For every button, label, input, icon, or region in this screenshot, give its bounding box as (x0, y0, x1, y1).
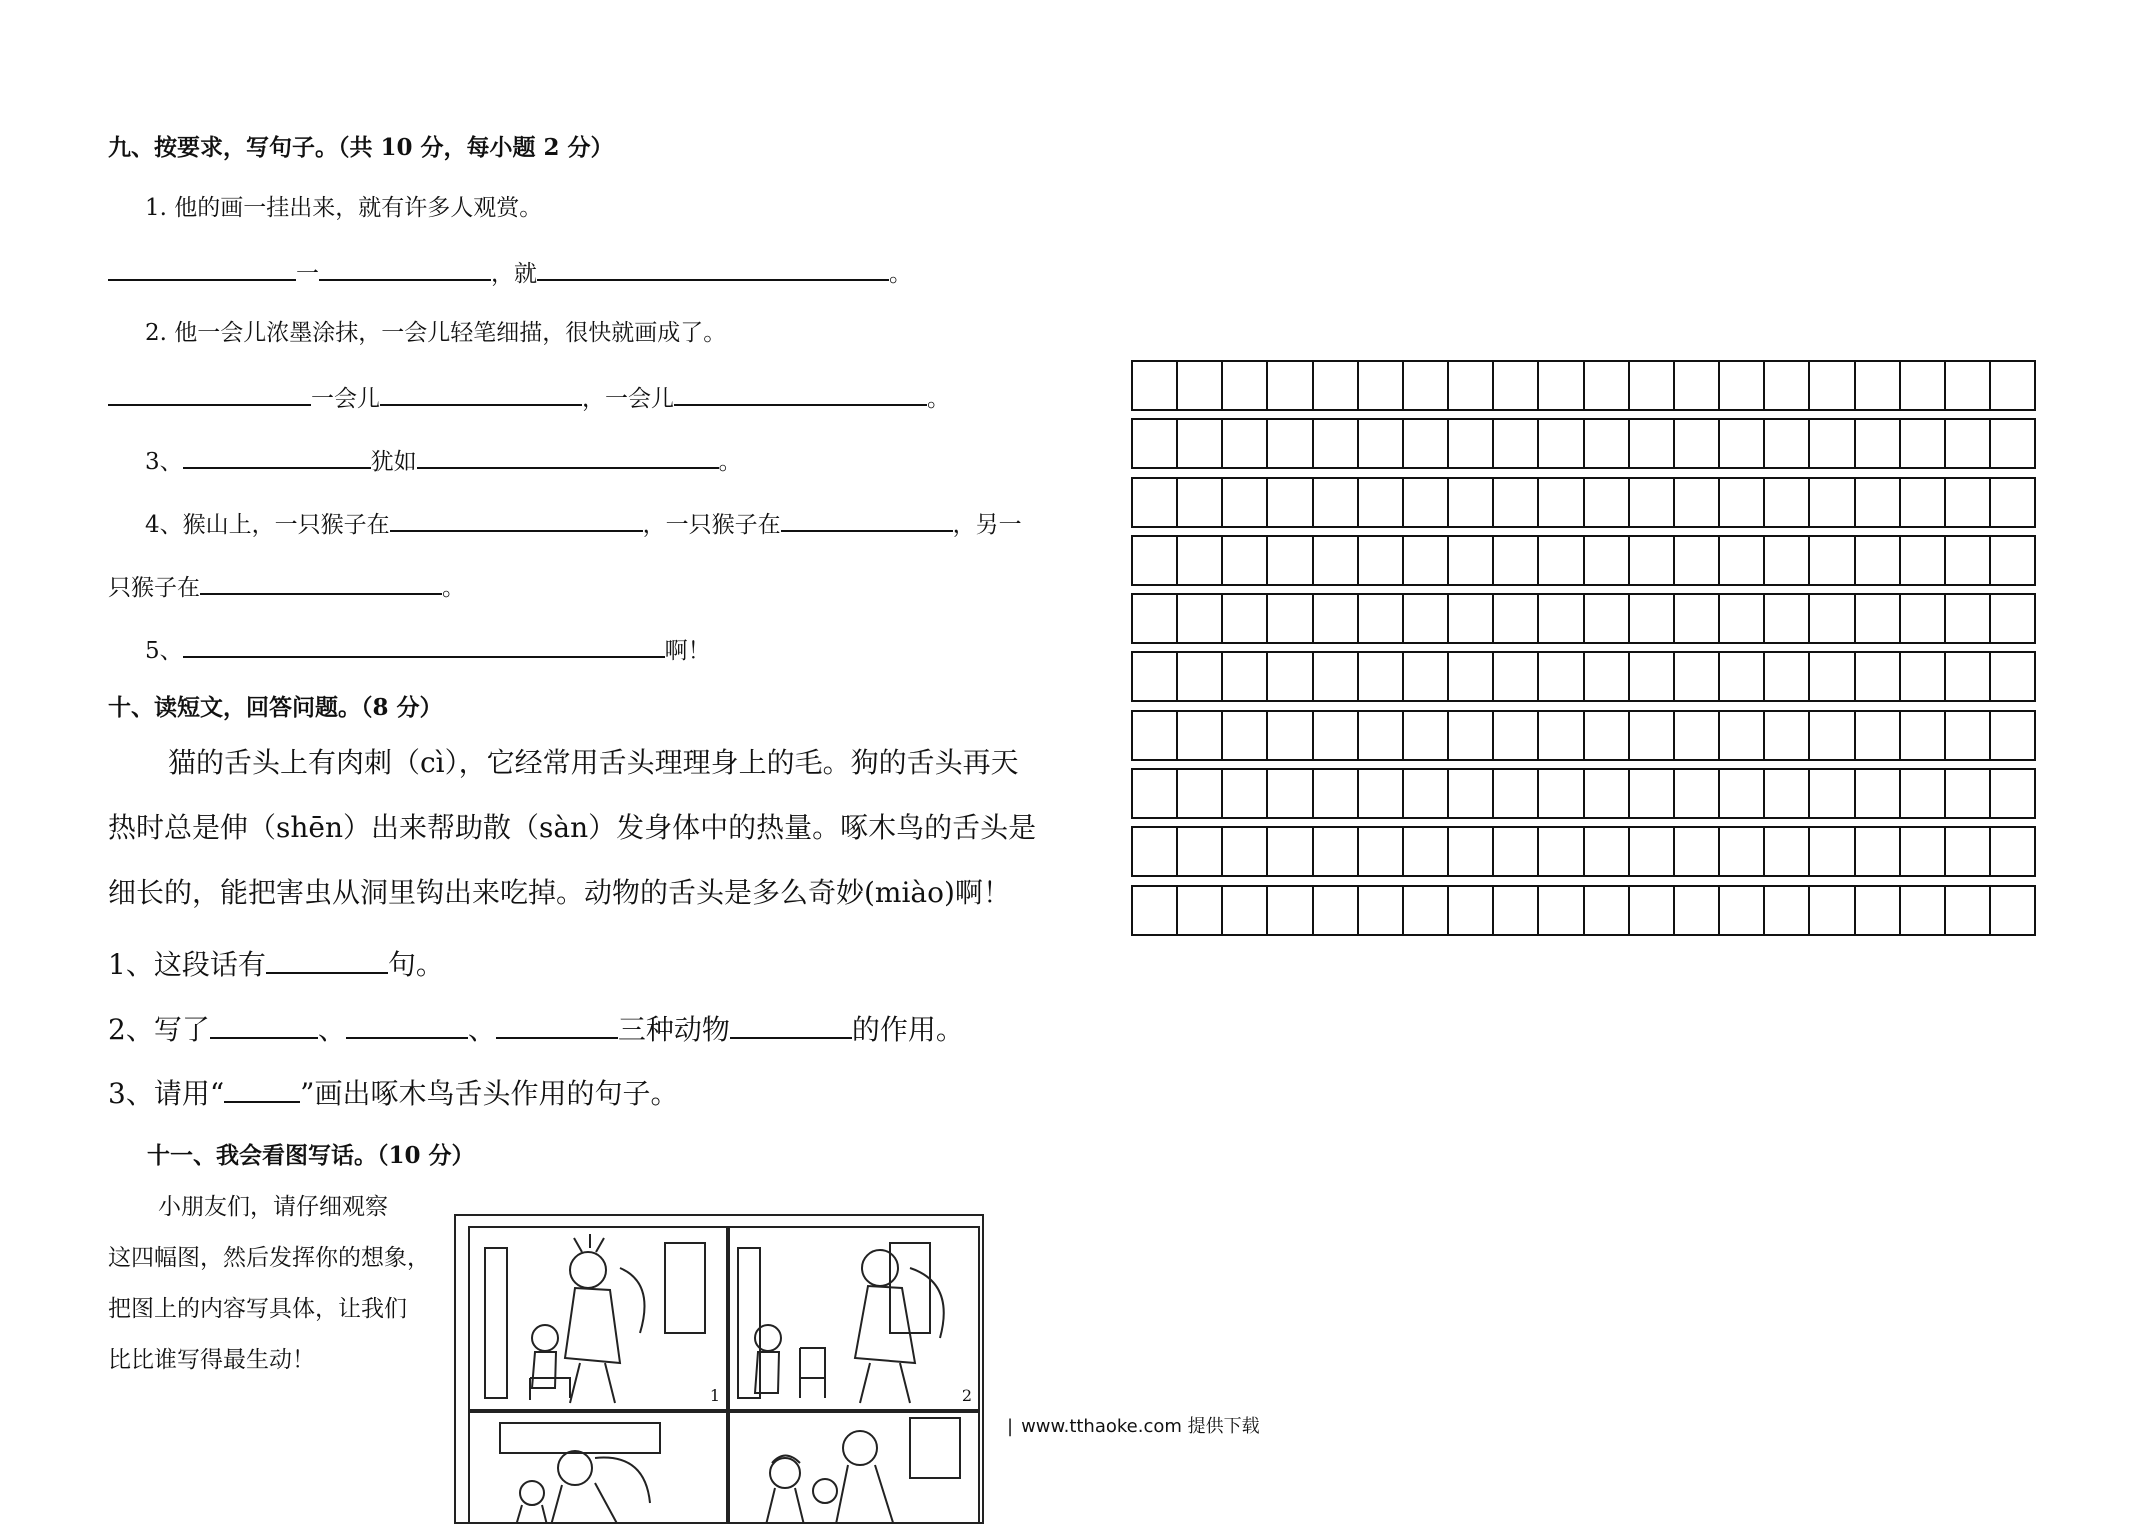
writing-grid-cell[interactable] (1765, 537, 1810, 584)
writing-grid-cell[interactable] (1539, 770, 1584, 817)
writing-grid-cell[interactable] (1720, 770, 1765, 817)
writing-grid-cell[interactable] (1178, 653, 1223, 700)
writing-grid-cell[interactable] (1675, 362, 1720, 409)
writing-grid-cell[interactable] (1991, 420, 2034, 467)
writing-grid-cell[interactable] (1901, 420, 1946, 467)
writing-grid-row (1131, 418, 2036, 469)
writing-grid-cell[interactable] (1268, 712, 1313, 759)
a1-post: 句。 (387, 948, 444, 981)
a3-line (108, 1071, 678, 1112)
panel1-illustration (470, 1228, 726, 1409)
writing-grid-cell[interactable] (1720, 712, 1765, 759)
writing-grid-cell[interactable] (1178, 770, 1223, 817)
writing-grid-cell[interactable] (1901, 653, 1946, 700)
q1-blank-3[interactable] (537, 255, 889, 281)
section9-title: 九、按要求，写句子。（共 10 分，每小题 2 分） (108, 134, 614, 161)
writing-grid-cell[interactable] (1539, 887, 1584, 934)
writing-grid-cell[interactable] (1720, 595, 1765, 642)
q3-end: 。 (718, 449, 742, 475)
writing-grid-cell[interactable] (1946, 712, 1991, 759)
writing-grid-cell[interactable] (1449, 479, 1494, 526)
writing-grid-cell[interactable] (1856, 362, 1901, 409)
q2-end: 。 (927, 386, 950, 412)
writing-grid-cell[interactable] (1314, 653, 1359, 700)
q4-blank-2[interactable] (781, 506, 953, 532)
writing-grid-row (1131, 360, 2036, 411)
writing-grid-cell[interactable] (1991, 828, 2034, 875)
q2-blank-2[interactable] (380, 380, 582, 406)
section11-intro-2: 这四幅图，然后发挥你的想象， (108, 1245, 430, 1271)
footer-divider: | (1007, 1416, 1014, 1437)
q2-yihuier-a: 一会儿 (311, 386, 380, 412)
writing-grid-cell[interactable] (1675, 653, 1720, 700)
writing-grid-cell[interactable] (1991, 479, 2034, 526)
a2-blank-4[interactable] (730, 1007, 852, 1039)
writing-grid-cell[interactable] (1133, 770, 1178, 817)
passage-line-2: 热时总是伸（shēn）出来帮助散（sàn）发身体中的热量。啄木鸟的舌头是 (108, 811, 1037, 844)
writing-grid-cell[interactable] (1991, 595, 2034, 642)
writing-grid-cell[interactable] (1675, 712, 1720, 759)
writing-grid-cell[interactable] (1449, 828, 1494, 875)
writing-grid-cell[interactable] (1585, 712, 1630, 759)
q2-yihuier-b: ，一会儿 (582, 386, 674, 412)
writing-grid-cell[interactable] (1404, 420, 1449, 467)
writing-grid-cell[interactable] (1539, 712, 1584, 759)
q4-text-b: ，一只猴子在 (642, 512, 781, 538)
writing-grid-cell[interactable] (1856, 712, 1901, 759)
writing-grid-cell[interactable] (1359, 420, 1404, 467)
writing-grid-cell[interactable] (1539, 362, 1584, 409)
a2-pre: 2、写了 (108, 1013, 210, 1046)
writing-grid-row (1131, 885, 2036, 936)
writing-grid-cell[interactable] (1178, 420, 1223, 467)
writing-grid-cell[interactable] (1901, 479, 1946, 526)
writing-grid-cell[interactable] (1449, 595, 1494, 642)
writing-grid-cell[interactable] (1314, 537, 1359, 584)
writing-grid-cell[interactable] (1133, 537, 1178, 584)
writing-grid-cell[interactable] (1314, 712, 1359, 759)
writing-grid-cell[interactable] (1449, 887, 1494, 934)
writing-grid-cell[interactable] (1856, 887, 1901, 934)
writing-grid-cell[interactable] (1133, 828, 1178, 875)
writing-grid-cell[interactable] (1133, 712, 1178, 759)
a2-mid: 三种动物 (617, 1013, 730, 1046)
writing-grid-cell[interactable] (1223, 770, 1268, 817)
writing-grid-cell[interactable] (1765, 828, 1810, 875)
writing-grid-cell[interactable] (1314, 420, 1359, 467)
writing-grid-cell[interactable] (1946, 362, 1991, 409)
writing-grid-cell[interactable] (1223, 362, 1268, 409)
writing-grid-cell[interactable] (1404, 887, 1449, 934)
writing-grid-cell[interactable] (1585, 887, 1630, 934)
writing-grid-cell[interactable] (1539, 828, 1584, 875)
writing-grid-cell[interactable] (1133, 362, 1178, 409)
comic-picture (454, 1214, 984, 1524)
writing-grid-cell[interactable] (1585, 362, 1630, 409)
writing-grid-cell[interactable] (1494, 479, 1539, 526)
writing-grid-cell[interactable] (1675, 595, 1720, 642)
writing-grid-cell[interactable] (1675, 770, 1720, 817)
writing-grid-cell[interactable] (1314, 887, 1359, 934)
writing-grid-cell[interactable] (1630, 828, 1675, 875)
writing-grid-cell[interactable] (1449, 712, 1494, 759)
writing-grid-cell[interactable] (1810, 712, 1855, 759)
writing-grid-cell[interactable] (1178, 595, 1223, 642)
writing-grid-cell[interactable] (1223, 828, 1268, 875)
q1-yi: 一 (296, 261, 319, 287)
writing-grid-cell[interactable] (1810, 537, 1855, 584)
writing-grid-cell[interactable] (1810, 595, 1855, 642)
writing-grid-cell[interactable] (1991, 770, 2034, 817)
writing-grid-cell[interactable] (1901, 595, 1946, 642)
panel3-illustration (470, 1413, 726, 1524)
writing-grid-cell[interactable] (1449, 770, 1494, 817)
writing-grid-cell[interactable] (1901, 362, 1946, 409)
writing-grid-cell[interactable] (1765, 653, 1810, 700)
writing-grid-cell[interactable] (1223, 479, 1268, 526)
writing-grid-row (1131, 710, 2036, 761)
writing-grid-cell[interactable] (1494, 362, 1539, 409)
writing-grid-cell[interactable] (1585, 537, 1630, 584)
q4-blank-1[interactable] (390, 506, 643, 532)
writing-grid-row (1131, 826, 2036, 877)
writing-grid-cell[interactable] (1810, 887, 1855, 934)
q4-text-c: ，另一 (952, 512, 1022, 538)
comic-panel-4 (728, 1411, 980, 1524)
writing-grid-cell[interactable] (1810, 479, 1855, 526)
writing-grid-cell[interactable] (1675, 537, 1720, 584)
writing-grid-row (1131, 535, 2036, 586)
q4-end: 。 (442, 575, 465, 601)
writing-grid-cell[interactable] (1991, 537, 2034, 584)
writing-grid-cell[interactable] (1856, 420, 1901, 467)
writing-grid-cell[interactable] (1314, 770, 1359, 817)
a2-line (108, 1007, 964, 1048)
writing-grid-cell[interactable] (1449, 362, 1494, 409)
writing-grid-cell[interactable] (1675, 828, 1720, 875)
writing-grid-cell[interactable] (1765, 362, 1810, 409)
writing-grid-cell[interactable] (1720, 420, 1765, 467)
writing-grid-cell[interactable] (1675, 420, 1720, 467)
section11-intro-1: 小朋友们，请仔细观察 (158, 1194, 388, 1220)
writing-grid-cell[interactable] (1946, 479, 1991, 526)
writing-grid-cell[interactable] (1946, 420, 1991, 467)
writing-grid-cell[interactable] (1404, 362, 1449, 409)
a1-blank[interactable] (266, 942, 388, 974)
writing-grid-cell[interactable] (1630, 479, 1675, 526)
q1-jiu: ，就 (491, 261, 537, 287)
writing-grid-cell[interactable] (1720, 887, 1765, 934)
writing-grid-cell[interactable] (1133, 420, 1178, 467)
writing-grid-cell[interactable] (1314, 595, 1359, 642)
writing-grid-cell[interactable] (1901, 712, 1946, 759)
writing-grid-cell[interactable] (1494, 770, 1539, 817)
writing-grid-cell[interactable] (1539, 653, 1584, 700)
writing-grid-cell[interactable] (1359, 479, 1404, 526)
writing-grid-cell[interactable] (1810, 770, 1855, 817)
writing-grid-cell[interactable] (1946, 770, 1991, 817)
writing-grid-cell[interactable] (1494, 887, 1539, 934)
writing-grid-cell[interactable] (1856, 595, 1901, 642)
q3-blank-1[interactable] (183, 443, 371, 469)
writing-grid-cell[interactable] (1223, 712, 1268, 759)
writing-grid-cell[interactable] (1720, 828, 1765, 875)
writing-grid-cell[interactable] (1585, 420, 1630, 467)
writing-grid-cell[interactable] (1268, 479, 1313, 526)
a3-post: ”画出啄木鸟舌头作用的句子。 (300, 1077, 679, 1110)
writing-grid-cell[interactable] (1630, 712, 1675, 759)
a2-blank-1[interactable] (210, 1007, 318, 1039)
writing-grid-cell[interactable] (1630, 537, 1675, 584)
writing-grid-cell[interactable] (1359, 887, 1404, 934)
writing-grid-cell[interactable] (1133, 479, 1178, 526)
writing-grid-cell[interactable] (1449, 537, 1494, 584)
writing-grid-cell[interactable] (1359, 770, 1404, 817)
writing-grid-cell[interactable] (1359, 362, 1404, 409)
section11-intro-3: 把图上的内容写具体，让我们 (108, 1296, 407, 1322)
q1-blank-1[interactable] (108, 255, 296, 281)
writing-grid-cell[interactable] (1223, 887, 1268, 934)
comic-panel-2 (728, 1226, 980, 1411)
writing-grid-cell[interactable] (1404, 828, 1449, 875)
writing-grid-cell[interactable] (1765, 595, 1810, 642)
writing-grid-cell[interactable] (1720, 479, 1765, 526)
writing-grid-cell[interactable] (1946, 653, 1991, 700)
panel4-illustration (730, 1413, 978, 1524)
q2-prompt: 2. 他一会儿浓墨涂抹，一会儿轻笔细描，很快就画成了。 (145, 320, 727, 346)
writing-grid-cell[interactable] (1449, 653, 1494, 700)
writing-grid-cell[interactable] (1856, 479, 1901, 526)
writing-grid-cell[interactable] (1539, 537, 1584, 584)
q3-youru: 犹如 (370, 449, 417, 475)
writing-grid-cell[interactable] (1901, 537, 1946, 584)
writing-grid-cell[interactable] (1765, 712, 1810, 759)
writing-grid-cell[interactable] (1268, 362, 1313, 409)
writing-grid-cell[interactable] (1223, 537, 1268, 584)
q2-blank-3[interactable] (674, 380, 927, 406)
writing-grid-cell[interactable] (1675, 479, 1720, 526)
writing-grid-cell[interactable] (1178, 887, 1223, 934)
writing-grid-cell[interactable] (1765, 770, 1810, 817)
writing-grid-cell[interactable] (1268, 653, 1313, 700)
writing-grid-cell[interactable] (1539, 420, 1584, 467)
writing-grid-cell[interactable] (1765, 420, 1810, 467)
writing-grid-cell[interactable] (1810, 362, 1855, 409)
writing-grid-cell[interactable] (1856, 537, 1901, 584)
footer-source-text: www.tthaoke.com 提供下载 (1021, 1416, 1260, 1437)
q4-blank-3[interactable] (200, 569, 442, 595)
writing-grid-cell[interactable] (1404, 595, 1449, 642)
writing-grid-cell[interactable] (1404, 770, 1449, 817)
writing-grid-cell[interactable] (1404, 479, 1449, 526)
writing-grid-cell[interactable] (1314, 828, 1359, 875)
passage-line-3: 细长的，能把害虫从洞里钩出来吃掉。动物的舌头是多么奇妙(miào)啊！ (108, 876, 1011, 909)
q5-num: 5、 (145, 638, 183, 664)
writing-grid-cell[interactable] (1178, 537, 1223, 584)
a1-pre: 1、这段话有 (108, 948, 266, 981)
a2-blank-3[interactable] (496, 1007, 618, 1039)
writing-grid-cell[interactable] (1494, 712, 1539, 759)
writing-grid-cell[interactable] (1494, 537, 1539, 584)
writing-grid-cell[interactable] (1585, 479, 1630, 526)
a3-underline-sample (224, 1071, 300, 1103)
writing-grid-cell[interactable] (1133, 595, 1178, 642)
writing-grid-cell[interactable] (1765, 887, 1810, 934)
q1-prompt: 1. 他的画一挂出来，就有许多人观赏。 (145, 195, 543, 221)
writing-grid-cell[interactable] (1810, 420, 1855, 467)
writing-grid-cell[interactable] (1630, 653, 1675, 700)
section10-title: 十、读短文，回答问题。（8 分） (108, 694, 443, 721)
writing-grid-cell[interactable] (1494, 420, 1539, 467)
writing-grid-cell[interactable] (1991, 887, 2034, 934)
writing-grid-cell[interactable] (1946, 595, 1991, 642)
q4-text-d: 只猴子在 (108, 575, 200, 601)
comic-panel-1 (468, 1226, 728, 1411)
writing-grid-cell[interactable] (1585, 595, 1630, 642)
writing-grid-cell[interactable] (1133, 887, 1178, 934)
writing-grid-row (1131, 651, 2036, 702)
writing-grid-cell[interactable] (1133, 653, 1178, 700)
writing-grid-cell[interactable] (1630, 770, 1675, 817)
writing-grid-cell[interactable] (1314, 362, 1359, 409)
panel1-number: 1 (709, 1386, 720, 1405)
q5-blank[interactable] (183, 632, 665, 658)
writing-grid-cell[interactable] (1720, 653, 1765, 700)
writing-grid-cell[interactable] (1810, 653, 1855, 700)
writing-grid-cell[interactable] (1630, 362, 1675, 409)
writing-grid-row (1131, 593, 2036, 644)
writing-grid-cell[interactable] (1720, 537, 1765, 584)
writing-grid-cell[interactable] (1268, 887, 1313, 934)
writing-grid-cell[interactable] (1901, 887, 1946, 934)
a1-line (108, 942, 444, 983)
writing-grid-cell[interactable] (1856, 770, 1901, 817)
writing-grid-cell[interactable] (1268, 770, 1313, 817)
writing-grid-cell[interactable] (1268, 828, 1313, 875)
q5-line (145, 632, 711, 666)
writing-grid-cell[interactable] (1268, 537, 1313, 584)
a2-blank-2[interactable] (346, 1007, 468, 1039)
writing-grid-row (1131, 477, 2036, 528)
writing-grid-cell[interactable] (1901, 828, 1946, 875)
q4-line-2 (108, 569, 465, 603)
writing-grid-cell[interactable] (1359, 537, 1404, 584)
section11-title: 十一、我会看图写话。（10 分） (147, 1142, 475, 1169)
writing-grid-cell[interactable] (1178, 479, 1223, 526)
q2-answer-line (108, 380, 950, 414)
q2-blank-1[interactable] (108, 380, 311, 406)
writing-grid-cell[interactable] (1223, 595, 1268, 642)
a2-sep-1: 、 (317, 1013, 346, 1046)
writing-grid-cell[interactable] (1359, 595, 1404, 642)
writing-grid-cell[interactable] (1675, 887, 1720, 934)
writing-grid-cell[interactable] (1178, 712, 1223, 759)
writing-grid-cell[interactable] (1449, 420, 1494, 467)
writing-grid-cell[interactable] (1856, 828, 1901, 875)
panel2-illustration (730, 1228, 978, 1409)
writing-grid-cell[interactable] (1720, 362, 1765, 409)
writing-grid-cell[interactable] (1810, 828, 1855, 875)
writing-grid-cell[interactable] (1630, 420, 1675, 467)
a3-pre: 3、请用“ (108, 1077, 225, 1110)
writing-grid-row (1131, 768, 2036, 819)
writing-grid-cell[interactable] (1991, 712, 2034, 759)
writing-grid-cell[interactable] (1268, 595, 1313, 642)
a2-sep-2: 、 (467, 1013, 496, 1046)
writing-grid-cell[interactable] (1946, 828, 1991, 875)
passage-line-1: 猫的舌头上有肉刺（cì），它经常用舌头理理身上的毛。狗的舌头再天 (168, 746, 1019, 779)
writing-grid-cell[interactable] (1404, 653, 1449, 700)
writing-grid-cell[interactable] (1585, 653, 1630, 700)
q5-end: 啊！ (664, 638, 711, 664)
writing-grid-cell[interactable] (1585, 770, 1630, 817)
writing-grid-cell[interactable] (1856, 653, 1901, 700)
writing-grid-cell[interactable] (1946, 887, 1991, 934)
writing-grid-cell[interactable] (1223, 420, 1268, 467)
writing-grid-cell[interactable] (1585, 828, 1630, 875)
writing-grid-cell[interactable] (1178, 828, 1223, 875)
writing-grid-cell[interactable] (1630, 595, 1675, 642)
writing-grid-cell[interactable] (1359, 828, 1404, 875)
q3-blank-2[interactable] (417, 443, 719, 469)
q3-num: 3、 (145, 449, 183, 475)
writing-grid-cell[interactable] (1314, 479, 1359, 526)
q3-line (145, 443, 742, 477)
writing-grid-cell[interactable] (1178, 362, 1223, 409)
writing-grid-cell[interactable] (1901, 770, 1946, 817)
writing-grid-cell[interactable] (1359, 712, 1404, 759)
q1-blank-2[interactable] (319, 255, 491, 281)
writing-grid-cell[interactable] (1494, 595, 1539, 642)
writing-grid-cell[interactable] (1223, 653, 1268, 700)
q1-end: 。 (889, 261, 912, 287)
writing-grid-cell[interactable] (1359, 653, 1404, 700)
q4-text-a: 4、猴山上，一只猴子在 (145, 512, 390, 538)
writing-grid-cell[interactable] (1539, 595, 1584, 642)
writing-grid-cell[interactable] (1268, 420, 1313, 467)
comic-panel-3 (468, 1411, 728, 1524)
section11-intro-4: 比比谁写得最生动！ (108, 1347, 315, 1373)
writing-grid-cell[interactable] (1991, 653, 2034, 700)
q4-line-1 (145, 506, 1022, 540)
writing-grid-cell[interactable] (1765, 479, 1810, 526)
writing-grid-cell[interactable] (1494, 828, 1539, 875)
footer-source (1007, 1412, 1260, 1438)
panel2-number: 2 (961, 1386, 972, 1405)
writing-grid-cell[interactable] (1494, 653, 1539, 700)
a2-post: 的作用。 (851, 1013, 964, 1046)
writing-grid-cell[interactable] (1539, 479, 1584, 526)
writing-grid-cell[interactable] (1404, 712, 1449, 759)
q1-answer-line (108, 255, 912, 289)
writing-grid-cell[interactable] (1404, 537, 1449, 584)
writing-grid (1131, 360, 2036, 943)
writing-grid-cell[interactable] (1630, 887, 1675, 934)
writing-grid-cell[interactable] (1946, 537, 1991, 584)
writing-grid-cell[interactable] (1991, 362, 2034, 409)
